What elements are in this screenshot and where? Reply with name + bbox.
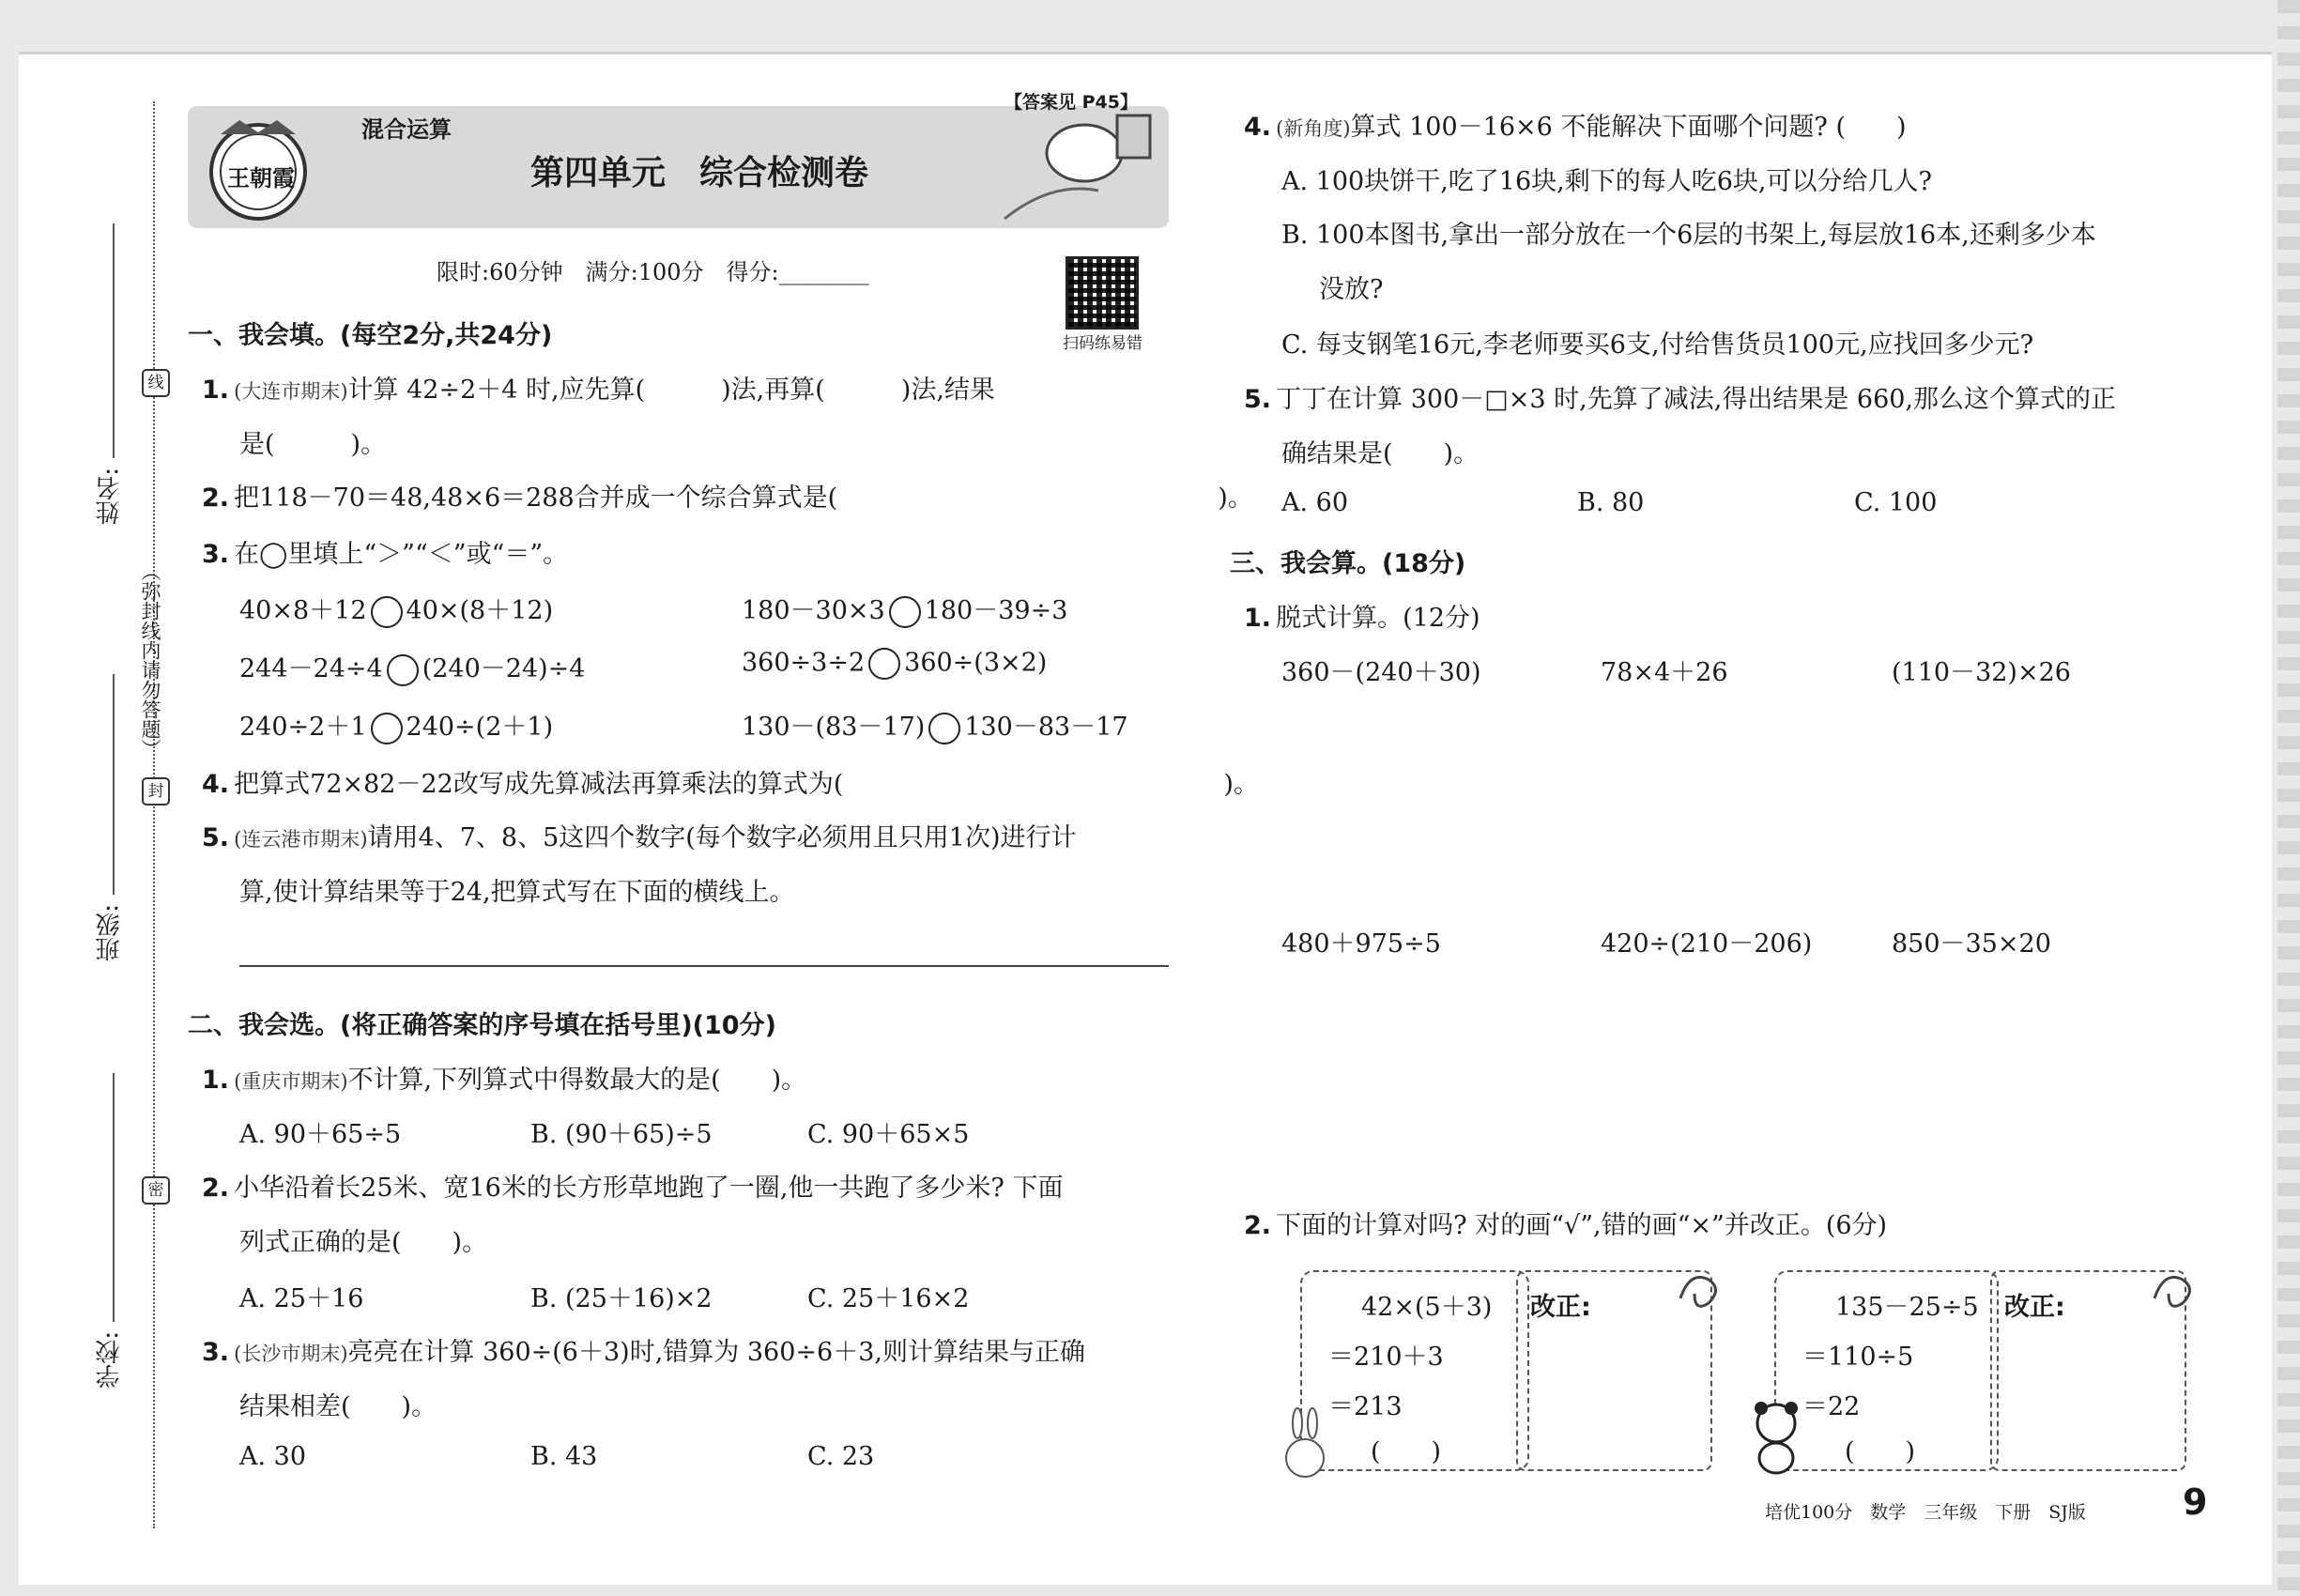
box2-line2: ＝110÷5: [1802, 1343, 1914, 1372]
s2-q5-option-c[interactable]: C. 100: [1854, 488, 1938, 517]
question-text: 脱式计算。(12分): [1276, 604, 1480, 633]
question-source: (重庆市期末): [234, 1070, 348, 1093]
s2-q5-option-b[interactable]: B. 80: [1577, 488, 1645, 517]
section1-heading: 一、我会填。(每空2分,共24分): [188, 321, 553, 350]
compare-left: 40×8＋12: [239, 596, 367, 625]
compare-left: 360÷3÷2: [742, 648, 866, 678]
expression-3: (110－32)×26: [1892, 658, 2071, 687]
question-number: 5.: [202, 823, 230, 852]
footer-edition: 培优100分 数学 三年级 下册 SJ版: [1765, 1502, 2086, 1523]
expression-4: 480＋975÷5: [1281, 929, 1441, 959]
seal-mark-seal: 封: [142, 777, 170, 806]
expression-1: 360－(240＋30): [1281, 658, 1481, 687]
s1-question-2: [202, 477, 1253, 514]
question-text: 把118－70＝48,48×6＝288合并成一个综合算式是( )。: [234, 483, 1253, 513]
s2-q4-option-b-line2: 没放?: [1319, 275, 1384, 304]
question-number: 3.: [202, 540, 230, 569]
compare-right: 360÷(3×2): [904, 648, 1048, 678]
box1-correction-label: 改正:: [1530, 1293, 1591, 1322]
question-text: 亮亮在计算 360÷(6＋3)时,错算为 360÷6＋3,则计算结果与正确: [347, 1338, 1085, 1367]
compare-left: 180－30×3: [742, 596, 885, 625]
category-tab: 混合运算: [361, 116, 452, 143]
s3-question-2: [1244, 1205, 1887, 1241]
panda-icon: [1746, 1397, 1807, 1477]
expression-5: 420÷(210－206): [1601, 929, 1813, 959]
compare-row-d: [742, 648, 1047, 680]
exam-limits: 限时:60分钟 满分:100分 得分:________: [437, 259, 869, 285]
question-text: 计算 42÷2＋4 时,应先算( )法,再算( )法,结果: [347, 376, 995, 405]
compare-circle[interactable]: [868, 648, 900, 680]
s2-q3-line2: 结果相差( )。: [239, 1392, 437, 1421]
page-edge-decoration: [2277, 0, 2300, 1596]
s1-question-5: [202, 817, 1077, 853]
question-source: (长沙市期末): [234, 1343, 348, 1365]
expression-6: 850－35×20: [1892, 929, 2051, 959]
box2-line3: ＝22: [1802, 1392, 1861, 1421]
compare-left: 240÷2＋1: [239, 713, 367, 742]
s2-question-5: [1244, 378, 2116, 415]
s1-question-3: [202, 533, 568, 570]
compare-circle[interactable]: [889, 596, 921, 628]
s1-question-1: [202, 369, 995, 406]
question-text: 请用4、7、8、5这四个数字(每个数字必须用且只用1次)进行计: [367, 823, 1077, 852]
box2-line1: 135－25÷5: [1835, 1293, 1979, 1322]
question-source: (新角度): [1276, 117, 1351, 140]
question-text: 把算式72×82－22改写成先算减法再算乘法的算式为( )。: [234, 770, 1259, 799]
s2-q3-option-b[interactable]: B. 43: [530, 1442, 598, 1471]
page-title: 第四单元 综合检测卷: [530, 154, 869, 192]
binding-notice: （弥封线内请勿答题）: [139, 561, 161, 759]
qr-code-icon[interactable]: [1066, 256, 1139, 330]
s1-q1-line2: 是( )。: [239, 430, 387, 459]
box1-line2: ＝210＋3: [1328, 1343, 1444, 1372]
question-text: 算式 100－16×6 不能解决下面哪个问题? ( ): [1350, 113, 1907, 142]
exam-sheet: [19, 52, 2272, 1585]
compare-row-f: [742, 706, 1128, 744]
s2-q2-line2: 列式正确的是( )。: [239, 1228, 488, 1257]
s2-q1-option-a[interactable]: A. 90＋65÷5: [239, 1120, 402, 1149]
s2-question-1: [202, 1059, 806, 1096]
compare-right: (240－24)÷4: [422, 654, 586, 683]
question-number: 4.: [202, 770, 230, 799]
s2-q4-option-b[interactable]: B. 100本图书,拿出一部分放在一个6层的书架上,每层放16本,还剩多少本: [1281, 221, 2096, 250]
question-number: 5.: [1244, 385, 1272, 414]
s2-question-2: [202, 1167, 1064, 1204]
question-number: 3.: [202, 1338, 230, 1367]
box2-correction-label: 改正:: [2004, 1293, 2065, 1322]
compare-right: 240÷(2＋1): [406, 713, 554, 742]
s2-q2-option-b[interactable]: B. (25＋16)×2: [530, 1284, 713, 1313]
name-line: [113, 223, 115, 458]
s2-q2-option-a[interactable]: A. 25＋16: [239, 1284, 364, 1313]
class-label: 班级:: [96, 904, 124, 961]
question-text: 丁丁在计算 300－□×3 时,先算了减法,得出结果是 660,那么这个算式的正: [1276, 385, 2117, 414]
school-line: [113, 1073, 115, 1322]
compare-circle[interactable]: [371, 713, 403, 744]
seal-mark-line: 线: [142, 369, 170, 397]
s1-q5-line2: 算,使计算结果等于24,把算式写在下面的横线上。: [239, 878, 795, 907]
logo-text: 王朝霞: [227, 165, 295, 192]
question-source: (连云港市期末): [234, 828, 368, 851]
question-text: 不计算,下列算式中得数最大的是( )。: [347, 1066, 807, 1095]
name-label: 姓名:: [96, 468, 124, 525]
s3-question-1: [1244, 597, 1480, 634]
compare-row-c: [239, 648, 585, 686]
school-label: 学校:: [96, 1331, 124, 1389]
compare-left: 244－24÷4: [239, 654, 383, 683]
s2-q4-option-c[interactable]: C. 每支钢笔16元,李老师要买6支,付给售货员100元,应找回多少元?: [1281, 330, 2034, 360]
compare-right: 130－83－17: [964, 713, 1128, 742]
compare-row-b: [742, 590, 1067, 628]
question-number: 2.: [202, 483, 230, 513]
question-text: 下面的计算对吗? 对的画“√”,错的画“×”并改正。(6分): [1276, 1211, 1888, 1240]
s2-question-3: [202, 1331, 1085, 1368]
box1-answer-paren[interactable]: ( ): [1371, 1437, 1442, 1466]
question-text: 小华沿着长25米、宽16米的长方形草地跑了一圈,他一共跑了多少米? 下面: [234, 1174, 1064, 1203]
question-source: (大连市期末): [234, 380, 348, 403]
answer-line[interactable]: [239, 965, 1169, 967]
compare-row-e: [239, 706, 553, 744]
answer-reference: 【答案见 P45】: [1004, 92, 1138, 113]
qr-caption: 扫码练易错: [1063, 334, 1142, 353]
s2-q5-line2: 确结果是( )。: [1281, 439, 1480, 468]
box2-answer-paren[interactable]: ( ): [1845, 1437, 1916, 1466]
compare-left: 130－(83－17): [742, 713, 926, 742]
s1-question-4: [202, 763, 1259, 800]
s2-q3-option-a[interactable]: A. 30: [239, 1442, 307, 1471]
compare-circle[interactable]: [928, 713, 960, 744]
s2-q1-option-b[interactable]: B. (90＋65)÷5: [530, 1120, 713, 1149]
question-number: 4.: [1244, 113, 1272, 142]
box1-line3: ＝213: [1328, 1392, 1403, 1421]
s2-q5-option-a[interactable]: A. 60: [1281, 488, 1349, 517]
class-line: [113, 674, 115, 895]
paperclip-icon: [1671, 1261, 1727, 1317]
s2-question-4: [1244, 106, 1907, 143]
question-number: 2.: [1244, 1211, 1272, 1240]
page-number: 9: [2183, 1481, 2208, 1523]
question-number: 2.: [202, 1174, 230, 1203]
question-number: 1.: [202, 376, 230, 405]
rabbit-icon: [1277, 1406, 1333, 1481]
compare-right: 40×(8＋12): [406, 596, 554, 625]
binding-dotted-line: [153, 101, 155, 1528]
compare-circle[interactable]: [387, 654, 419, 686]
section2-heading: 二、我会选。(将正确答案的序号填在括号里)(10分): [188, 1011, 776, 1040]
question-number: 1.: [1244, 604, 1272, 633]
mascot-rocket-icon: [995, 97, 1173, 223]
question-text: 在◯里填上“＞”“＜”或“＝”。: [234, 540, 569, 569]
s2-q1-option-c[interactable]: C. 90＋65×5: [807, 1120, 970, 1149]
compare-circle[interactable]: [371, 596, 403, 628]
compare-right: 180－39÷3: [924, 596, 1068, 625]
expression-2: 78×4＋26: [1601, 658, 1728, 687]
question-number: 1.: [202, 1066, 230, 1095]
s2-q2-option-c[interactable]: C. 25＋16×2: [807, 1284, 970, 1313]
s2-q4-option-a[interactable]: A. 100块饼干,吃了16块,剩下的每人吃6块,可以分给几人?: [1281, 167, 1932, 196]
seal-mark-secret: 密: [142, 1176, 170, 1205]
box1-line1: 42×(5＋3): [1361, 1293, 1493, 1322]
section3-heading: 三、我会算。(18分): [1230, 549, 1466, 578]
paperclip-icon: [2145, 1261, 2201, 1317]
compare-row-a: [239, 590, 553, 628]
s2-q3-option-c[interactable]: C. 23: [807, 1442, 875, 1471]
